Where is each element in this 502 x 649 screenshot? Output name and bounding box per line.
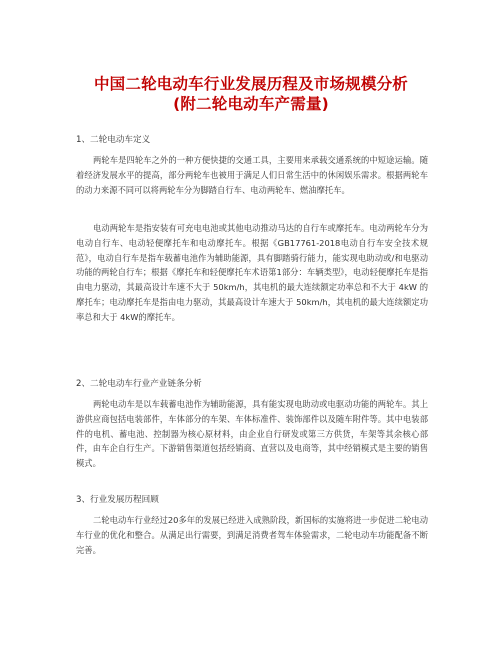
section-paragraph xyxy=(76,513,428,557)
section-heading-history: 3、行业发展历程回顾 xyxy=(76,495,159,505)
section-heading-definition: 1、二轮电动车定义 xyxy=(76,135,151,145)
paragraph-industry-chain: 两轮电动车是以车载蓄电池作为辅助能源，具有能实现电助动或电驱动功能的两轮车。其上游供应商包括电装部件，车体部分的车架、车体标准件、装饰部件以及随车附件等。其中电装部件的电机、蓄电池、控制器为核心原材料，由企业自行研发或第三方供货，车架等其余核心部件，由车企自行生产。下游销售渠道包括经销商、直营以及电商等，其中经销模式是主要的销售模式。 xyxy=(76,399,428,469)
section-heading-industry-chain: 2、二轮电动车行业产业链条分析 xyxy=(76,379,202,389)
document-title xyxy=(0,74,502,114)
section-paragraph xyxy=(76,221,428,325)
title-line-1: 中国二轮电动车行业发展历程及市场规模分析 xyxy=(93,75,408,93)
section-paragraph xyxy=(76,153,428,197)
title-line-2: (附二轮电动车产需量) xyxy=(173,95,329,113)
section-paragraph xyxy=(76,397,428,471)
paragraph-history: 二轮电动车行业经过20多年的发展已经进入成熟阶段，新国标的实施将进一步促进二轮电动车行业的优化和整合。从满足出行需要，到满足消费者驾车体验需求，二轮电动车功能配备不断完善。 xyxy=(76,515,428,555)
paragraph-two-wheelers: 两轮车是四轮车之外的一种方便快捷的交通工具，主要用来承载交通系统的中短途运输。随着经济发展水平的提高，部分两轮车也被用于满足人们日常生活中的休闲娱乐需求。根据两轮车的动力来源不同可以将两轮车分为脚踏自行车、电动两轮车、燃油摩托车。 xyxy=(76,155,428,195)
paragraph-electric-two-wheelers: 电动两轮车是指安装有可充电电池或其他电动推动马达的自行车或摩托车。电动两轮车分为电动自行车、电动轻便摩托车和电动摩托车。根据《GB17761-2018电动自行车安全技术规范》，电动自行车是指车载蓄电池作为辅助能源，具有脚踏骑行能力，能实现电助动或/和电驱动功能的两轮自行车；根据《摩托车和轻便摩托车术语第1部分：车辆类型》，电动轻便摩托车是指由电力驱动，其最高设计车速不大于 50km/h，其电机的最大连续额定功率总和不大于 4kW 的摩托车；电动摩托车是指由电力驱动，其最高设计车速大于 50km/h，其电机的最大连续额定功率总和大于 4kW的摩托车。 xyxy=(76,223,428,322)
